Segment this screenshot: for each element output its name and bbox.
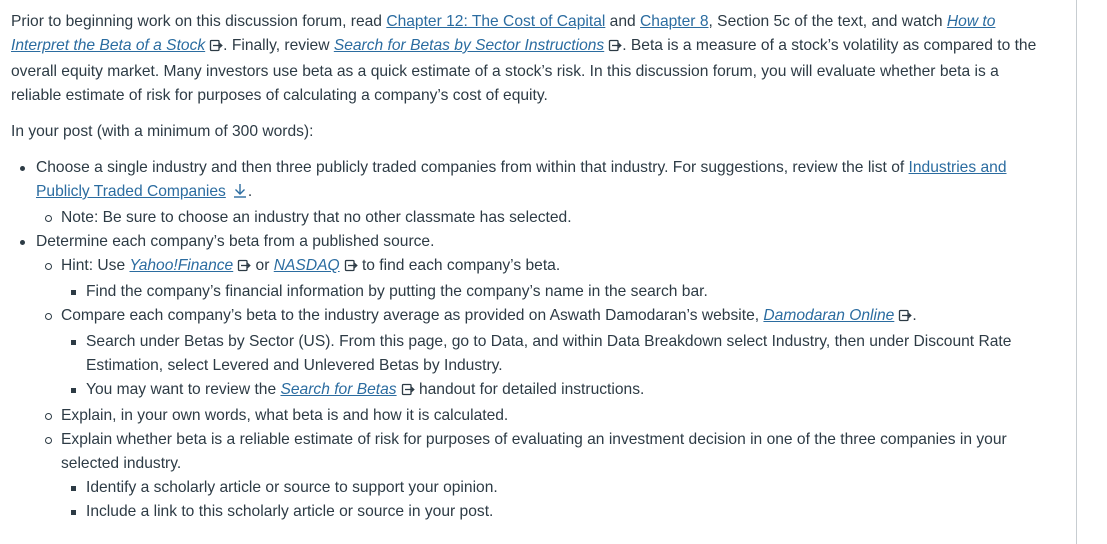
post-requirements-lead: In your post (with a minimum of 300 words): [11, 123, 314, 140]
chapter-12-link[interactable]: Chapter 12: The Cost of Capital [386, 13, 606, 30]
download-icon[interactable] [232, 182, 248, 206]
list-item-text: Explain, in your own words, what beta is and how it is calculated. [61, 407, 509, 424]
intro-text: Prior to beginning work on this discussion forum, read [11, 13, 387, 30]
list-item-text: Explain whether beta is a reliable estimate of risk for purposes of evaluating an investment decision in one of the three companies in your selected industry. [61, 431, 1007, 472]
sublist [61, 280, 1041, 304]
discussion-instructions [11, 10, 1041, 524]
external-link-icon [898, 306, 912, 330]
requirements-list [11, 156, 1041, 524]
list-item [61, 330, 1041, 378]
list-item [36, 404, 1041, 428]
list-item-text: Search under Betas by Sector (US). From this page, go to Data, and within Data Breakdown select Industry, then under Discount Rate Estimation, select Levered and Unlevered Betas by Industry. [86, 333, 1012, 374]
note-text: Note: Be sure to choose an industry that no other classmate has selected. [61, 209, 572, 226]
industries-companies-link[interactable]: Industries and Publicly Traded Companies [36, 159, 1007, 200]
external-link-icon [344, 256, 358, 280]
intro-text: . Beta is a measure of a stock’s volatility as compared to the overall equity market. Many investors use beta as a quick estimate of a stock’s risk. In this discussion forum, you will evaluate whether beta is a reliable estimate of risk for purposes of calculating a company’s cost of equity. [11, 37, 1037, 104]
list-item-text: Find the company’s financial information by putting the company’s name in the search bar. [86, 283, 708, 300]
damodaran-online-link[interactable]: Damodaran Online [763, 307, 895, 324]
list-item-text: handout for detailed instructions. [414, 381, 645, 398]
list-item-text: You may want to review the [86, 381, 281, 398]
list-item-text: Determine each company’s beta from a published source. [36, 233, 435, 250]
list-item [36, 428, 1041, 524]
yahoo-finance-link[interactable]: Yahoo!Finance [129, 257, 234, 274]
external-link-icon [209, 36, 223, 60]
list-item [36, 206, 1041, 230]
sublist [61, 476, 1041, 524]
beta-video-link[interactable]: How to Interpret the Beta of a Stock [11, 13, 996, 54]
external-link-icon [401, 380, 415, 404]
list-item [61, 476, 1041, 500]
intro-text: and [605, 13, 641, 30]
intro-text: . Finally, review [223, 37, 334, 54]
list-item [61, 280, 1041, 304]
list-item [11, 230, 1041, 524]
search-for-betas-link[interactable]: Search for Betas [280, 381, 397, 398]
search-betas-instructions-link[interactable]: Search for Betas by Sector Instructions [333, 37, 605, 54]
hint-text: to find each company’s beta. [357, 257, 561, 274]
chapter-8-link[interactable]: Chapter 8 [640, 13, 709, 30]
list-item-text: . [247, 183, 253, 200]
list-item-text: Identify a scholarly article or source to support your opinion. [86, 479, 498, 496]
external-link-icon [237, 256, 251, 280]
hint-text: or [251, 257, 274, 274]
list-item [61, 378, 1041, 404]
sublist [36, 254, 1041, 524]
intro-text: , Section 5c of the text, and watch [708, 13, 947, 30]
compare-text: Compare each company’s beta to the industry average as provided on Aswath Damodaran’s website, [61, 307, 764, 324]
list-item [36, 254, 1041, 304]
list-item-text: Include a link to this scholarly article or source in your post. [86, 503, 494, 520]
list-item-text: Choose a single industry and then three publicly traded companies from within that industry. For suggestions, review the list of [36, 159, 909, 176]
hint-text: Hint: Use [61, 257, 130, 274]
sublist [36, 206, 1041, 230]
intro-paragraph [11, 10, 1041, 108]
list-item [11, 156, 1041, 230]
sublist [61, 330, 1041, 404]
list-item [36, 304, 1041, 404]
nasdaq-link[interactable]: NASDAQ [273, 257, 340, 274]
list-item [61, 500, 1041, 524]
compare-text: . [912, 307, 917, 324]
external-link-icon [608, 36, 622, 60]
